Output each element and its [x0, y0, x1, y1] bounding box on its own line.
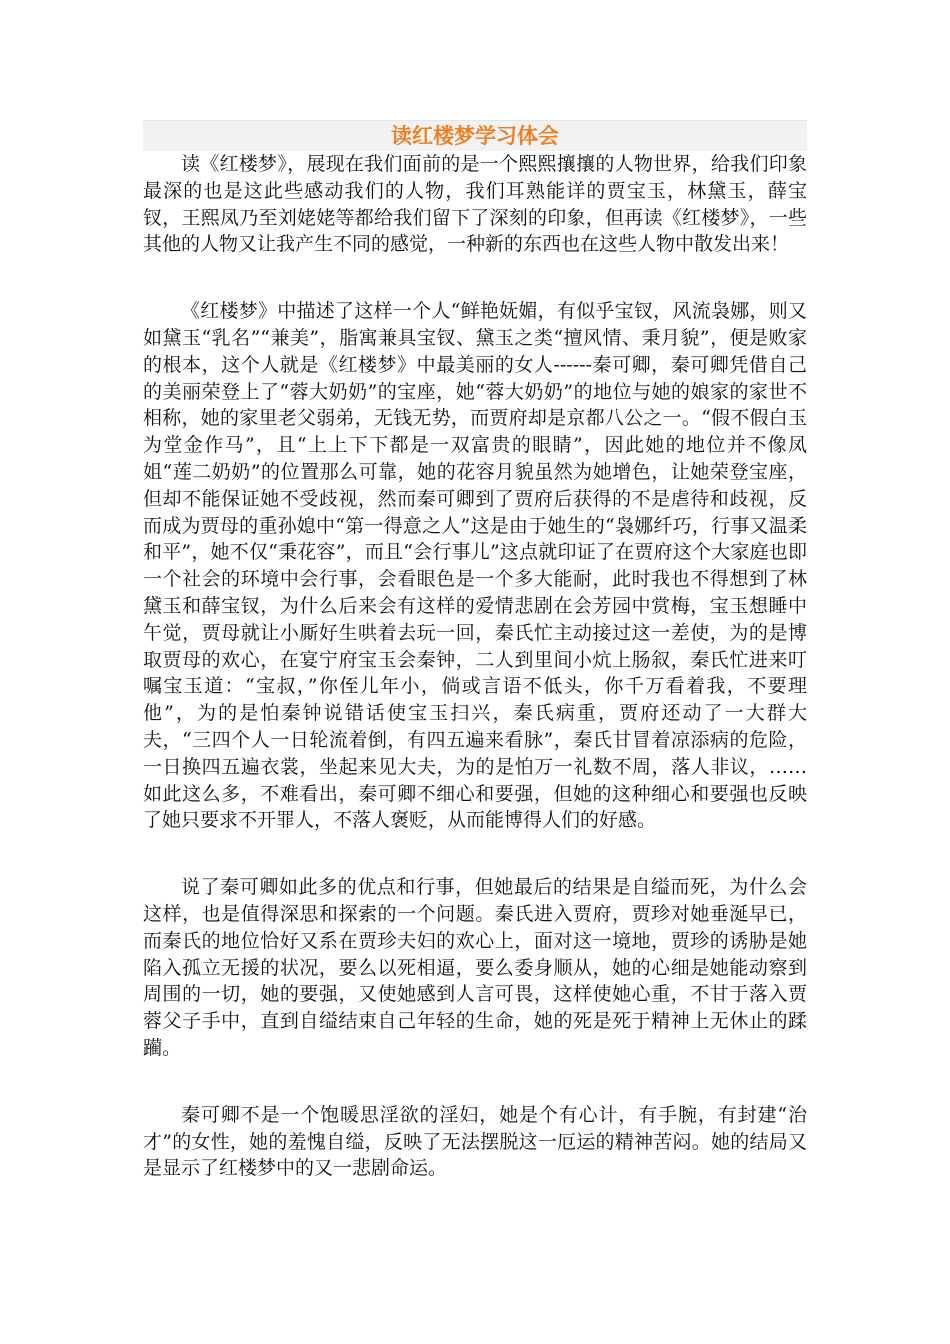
document-page	[143, 120, 807, 1182]
title-banner	[143, 120, 807, 151]
paragraph-qin-keqing-death: 说了秦可卿如此多的优点和行事，但她最后的结果是自缢而死，为什么会这样，也是值得深思和探索的一个问题。秦氏进入贾府，贾珍对她垂涎早已，而秦氏的地位恰好又系在贾珍夫妇的欢心上，面对这一境地，贾珍的诱胁是她陷入孤立无援的状况，要么以死相逼，要么委身顺从，她的心细是她能动察到周围的一切，她的要强，又使她感到人言可畏，这样使她心重，不甘于落入贾蓉父子手中，直到自缢结束自己年轻的生命，她的死是死于精神上无休止的蹂躏。	[143, 876, 807, 1059]
page-title: 读红楼梦学习体会	[391, 124, 559, 148]
paragraph-conclusion: 秦可卿不是一个饱暖思淫欲的淫妇，她是个有心计，有手腕，有封建“治才”的女性，她的羞愧自缢，反映了无法摆脱这一厄运的精神苦闷。她的结局又是显示了红楼梦中的又一悲剧命运。	[143, 1103, 807, 1180]
paragraph-intro: 读《红楼梦》，展现在我们面前的是一个熙熙攘攘的人物世界，给我们印象最深的也是这此些感动我们的人物，我们耳熟能详的贾宝玉，林黛玉，薛宝钗，王熙凤乃至刘姥姥等都给我们留下了深刻的印象，但再读《红楼梦》，一些其他的人物又让我产生不同的感觉，一种新的东西也在这些人物中散发出来！	[143, 153, 807, 256]
paragraph-qin-keqing-description: 《红楼梦》中描述了这样一个人“鲜艳妩媚，有似乎宝钗，风流袅娜，则又如黛玉“乳名”“兼美”，脂寓兼具宝钗、黛玉之类“擅风情、秉月貌”，便是败家的根本，这个人就是《红楼梦》中最美丽的女人------秦可卿，秦可卿凭借自己的美丽荣登上了“蓉大奶奶”的宝座，她“蓉大奶奶”的地位与她的娘家的家世不相称，她的家里老父弱弟，无钱无势，而贾府却是京都八公之一。“假不假白玉为堂金作马”，且“上上下下都是一双富贵的眼睛”，因此她的地位并不像凤姐“莲二奶奶”的位置那么可靠，她的花容月貌虽然为她增色，让她荣登宝座，但却不能保证她不受歧视，然而秦可卿到了贾府后获得的不是虐待和歧视，反而成为贾母的重孙媳中“第一得意之人”这是由于她生的“袅娜纤巧，行事又温柔和平”，她不仅“秉花容”，而且“会行事儿”这点就印证了在贾府这个大家庭也即一个社会的环境中会行事，会看眼色是一个多大能耐，此时我也不得想到了林黛玉和薛宝钗，为什么后来会有这样的爱情悲剧在会芳园中赏梅，宝玉想睡中午觉，贾母就让小厮好生哄着去玩一回，秦氏忙主动接过这一差使，为的是博取贾母的欢心，在宴宁府宝玉会秦钟，二人到里间小炕上肠叙，秦氏忙进来叮嘱宝玉道：“宝叔，”你侄儿年小，倘或言语不低头，你千万看着我，不要理他”，为的是怕秦钟说错话使宝玉扫兴，秦氏病重，贾府还动了一大群大夫，“三四个人一日轮流着倒，有四五遍来看脉”，秦氏甘冒着凉添病的危险，一日换四五遍衣裳，坐起来见大夫，为的是怕万一礼数不周，落人非议，……如此这么多，不难看出，秦可卿不细心和要强，但她的这种细心和要强也反映了她只要求不开罪人，不落人褒贬，从而能博得人们的好感。	[143, 300, 807, 832]
